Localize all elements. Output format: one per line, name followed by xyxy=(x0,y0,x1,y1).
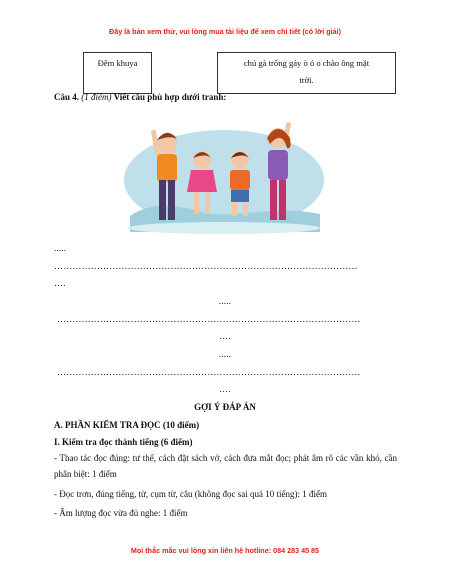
answer-dots-6: …. xyxy=(219,384,231,394)
answer-dots-1: ..... xyxy=(54,243,67,253)
hotline-banner: Mọi thắc mắc vui lòng xin liên hệ hotline: 084 283 45 85 xyxy=(130,546,320,555)
table-cell-gap xyxy=(152,53,218,94)
answer-key-title: GỢI Ý ĐÁP ÁN xyxy=(194,402,256,412)
answer-line-3: ……………………………………………………………………………………… xyxy=(57,367,361,377)
table-cell-right-line2: trời. xyxy=(299,75,314,85)
preview-banner: Đây là bản xem thử, vui lòng mua tài liệu để xem chi tiết (có lời giải) xyxy=(109,27,341,36)
answer-item-2: - Đọc trơn, đúng tiếng, từ, cụm từ, câu (không đọc sai quá 10 tiếng): 1 điểm xyxy=(54,489,327,499)
word-table xyxy=(83,52,396,94)
question-points: (1 điểm) xyxy=(81,92,112,102)
question-4 xyxy=(54,92,226,102)
question-prompt: Viết câu phù hợp dưới tranh: xyxy=(113,92,227,102)
section-i-heading: I. Kiểm tra đọc thành tiếng (6 điểm) xyxy=(54,437,193,447)
section-a-heading: A. PHẦN KIỂM TRA ĐỌC (10 điểm) xyxy=(54,420,200,430)
question-label: Câu 4. xyxy=(54,92,80,102)
answer-item-1: - Thao tác đọc đúng: tư thế, cách đặt sách vở, cách đưa mắt đọc; phát âm rõ các vần khó, cần phân biệt: 1 điểm xyxy=(54,453,397,479)
table-cell-right xyxy=(218,53,396,94)
answer-dots-5: ..... xyxy=(218,349,232,359)
answer-dots-3: ..... xyxy=(218,296,232,306)
family-exercise-illustration xyxy=(122,108,327,236)
answer-dots-4: …. xyxy=(219,331,231,341)
answer-line-1: ……………………………………………………………………………………… xyxy=(54,261,358,271)
answer-line-2: ……………………………………………………………………………………… xyxy=(57,314,361,324)
answer-dots-2: …. xyxy=(54,278,66,288)
table-cell-right-line1: chú gà trống gáy ò ó o chào ông mặt xyxy=(243,58,370,68)
answer-item-3: - Âm lượng đọc vừa đủ nghe: 1 điểm xyxy=(54,508,188,518)
table-cell-left: Đêm khuya xyxy=(84,53,152,94)
